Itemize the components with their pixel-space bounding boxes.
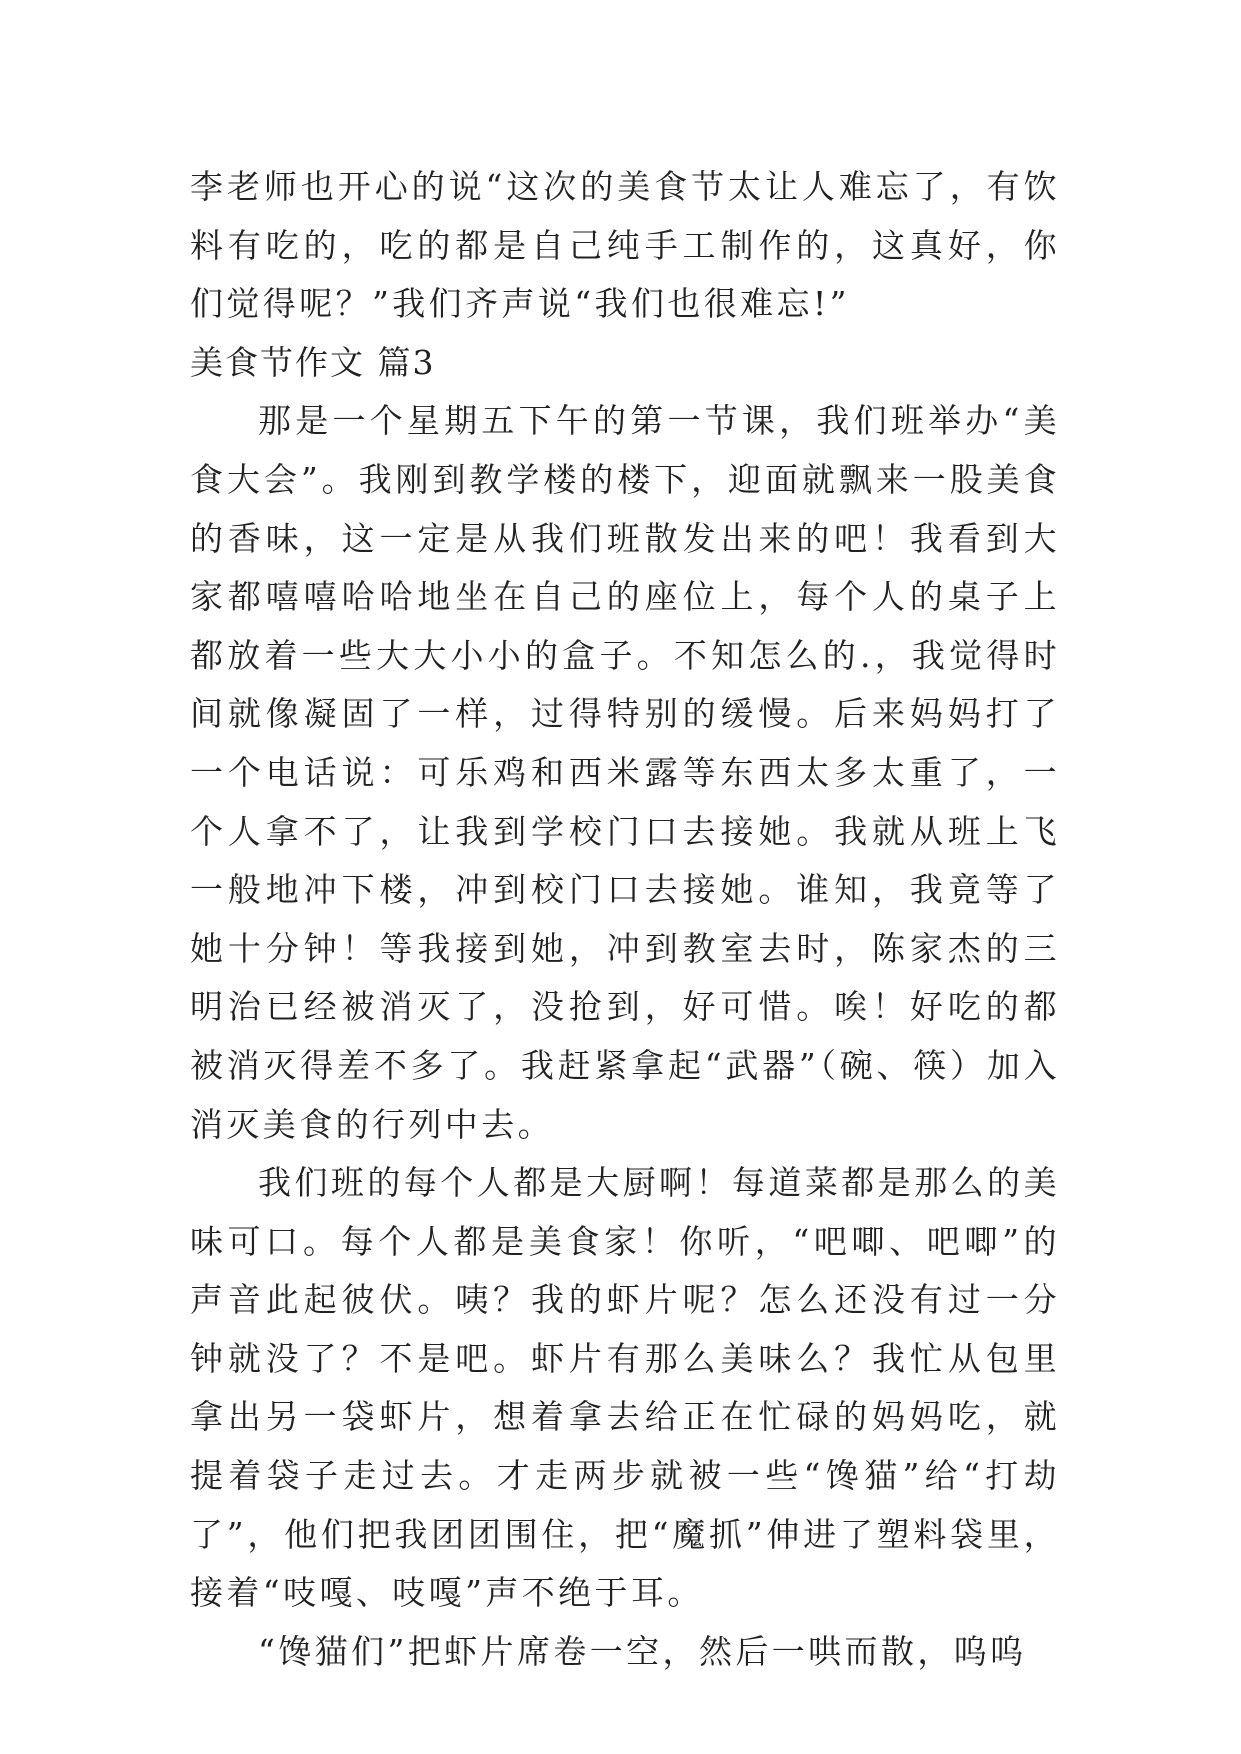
paragraph-3: 我们班的每个人都是大厨啊！每道菜都是那么的美味可口。每个人都是美食家！你听，“吧唧、吧唧”的声音此起彼伏。咦？我的虾片呢？怎么还没有过一分钟就没了？不是吧。虾片有那么美味么？我忙从包里拿出另一袋虾片，想着拿去给正在忙碌的妈妈吃，就提着袋子走过去。才走两步就被一些“馋猫”给“打劫了”，他们把我团团围住，把“魔抓”伸进了塑料袋里，接着“吱嘎、吱嘎”声不绝于耳。: [190, 1163, 1060, 1613]
paragraph-1: 李老师也开心的说“这次的美食节太让人难忘了，有饮料有吃的，吃的都是自己纯手工制作的，这真好，你们觉得呢？”我们齐声说“我们也很难忘!”: [190, 167, 1060, 324]
section-heading: 美食节作文 篇3: [190, 342, 436, 382]
paragraph-2: 那是一个星期五下午的第一节课，我们班举办“美食大会”。我刚到教学楼的楼下，迎面就飘来一股美食的香味，这一定是从我们班散发出来的吧！我看到大家都嘻嘻哈哈地坐在自己的座位上，每个人的桌子上都放着一些大大小小的盒子。不知怎么的.，我觉得时间就像凝固了一样，过得特别的缓慢。后来妈妈打了一个电话说：可乐鸡和西米露等东西太多太重了，一个人拿不了，让我到学校门口去接她。我就从班上飞一般地冲下楼，冲到校门口去接她。谁知，我竟等了她十分钟！等我接到她，冲到教室去时，陈家杰的三明治已经被消灭了，没抢到，好可惜。唉！好吃的都被消灭得差不多了。我赶紧拿起“武器”（碗、筷）加入消灭美食的行列中去。: [190, 401, 1060, 1144]
paragraph-4: “馋猫们”把虾片席卷一空，然后一哄而散，呜呜: [258, 1631, 1027, 1671]
document-body: [190, 158, 1060, 1681]
